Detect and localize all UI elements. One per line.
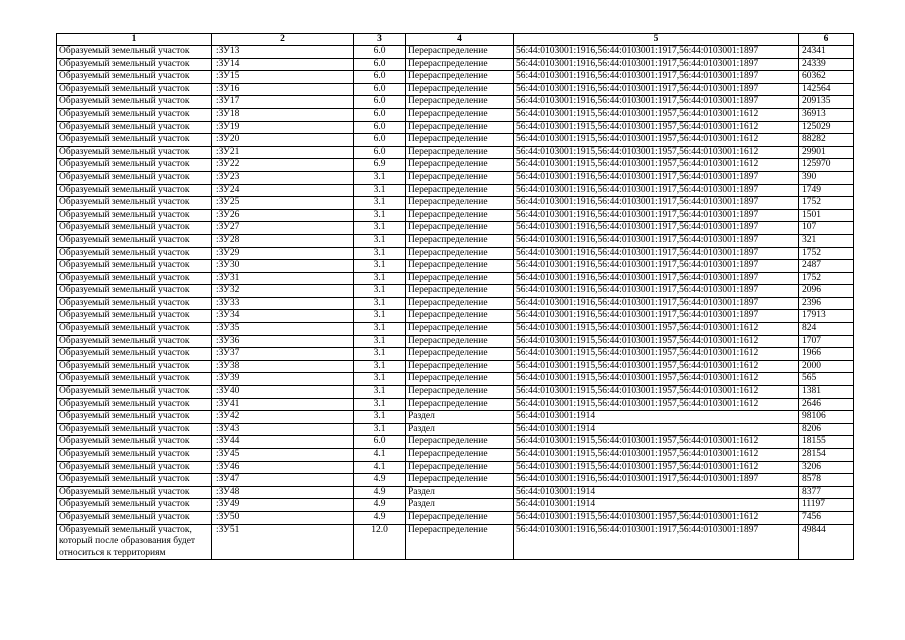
plot-type-cell: Образуемый земельный участок: [57, 58, 212, 71]
land-plots-table: [56, 33, 854, 560]
plot-designation-cell: :ЗУ32: [212, 285, 354, 298]
source-parcels-cell: 56:44:0103001:1915,56:44:0103001:1957,56:44:0103001:1612: [514, 436, 799, 449]
table-row: [57, 511, 854, 524]
zone-code-cell: 6.0: [354, 146, 406, 159]
formation-method-cell: Перераспределение: [406, 260, 514, 273]
source-parcels-cell: 56:44:0103001:1915,56:44:0103001:1957,56:44:0103001:1612: [514, 449, 799, 462]
plot-designation-cell: :ЗУ33: [212, 297, 354, 310]
source-parcels-cell: 56:44:0103001:1916,56:44:0103001:1917,56:44:0103001:1897: [514, 46, 799, 59]
source-parcels-cell: 56:44:0103001:1915,56:44:0103001:1957,56:44:0103001:1612: [514, 146, 799, 159]
formation-method-cell: Перераспределение: [406, 184, 514, 197]
area-cell: 49844: [799, 524, 854, 560]
area-cell: 28154: [799, 449, 854, 462]
table-row: [57, 323, 854, 336]
area-cell: 7456: [799, 511, 854, 524]
area-cell: 24339: [799, 58, 854, 71]
formation-method-cell: Перераспределение: [406, 83, 514, 96]
area-cell: 17913: [799, 310, 854, 323]
plot-type-cell: Образуемый земельный участок: [57, 335, 212, 348]
table-row: [57, 272, 854, 285]
table-body: [57, 46, 854, 560]
plot-designation-cell: :ЗУ15: [212, 71, 354, 84]
source-parcels-cell: 56:44:0103001:1916,56:44:0103001:1917,56:44:0103001:1897: [514, 474, 799, 487]
plot-designation-cell: :ЗУ17: [212, 96, 354, 109]
plot-designation-cell: :ЗУ31: [212, 272, 354, 285]
plot-designation-cell: :ЗУ44: [212, 436, 354, 449]
source-parcels-cell: 56:44:0103001:1915,56:44:0103001:1957,56:44:0103001:1612: [514, 511, 799, 524]
plot-type-cell: Образуемый земельный участок: [57, 449, 212, 462]
table-row: [57, 474, 854, 487]
plot-designation-cell: :ЗУ21: [212, 146, 354, 159]
formation-method-cell: Перераспределение: [406, 474, 514, 487]
source-parcels-cell: 56:44:0103001:1916,56:44:0103001:1917,56:44:0103001:1897: [514, 83, 799, 96]
area-cell: 1501: [799, 209, 854, 222]
formation-method-cell: Перераспределение: [406, 285, 514, 298]
zone-code-cell: 4.9: [354, 499, 406, 512]
area-cell: 565: [799, 373, 854, 386]
table-row: [57, 449, 854, 462]
zone-code-cell: 12.0: [354, 524, 406, 560]
table-row: [57, 297, 854, 310]
zone-code-cell: 4.9: [354, 486, 406, 499]
zone-code-cell: 3.1: [354, 411, 406, 424]
source-parcels-cell: 56:44:0103001:1916,56:44:0103001:1917,56:44:0103001:1897: [514, 272, 799, 285]
plot-type-cell: Образуемый земельный участок: [57, 209, 212, 222]
plot-type-cell: Образуемый земельный участок: [57, 71, 212, 84]
plot-type-cell: Образуемый земельный участок: [57, 285, 212, 298]
plot-designation-cell: :ЗУ34: [212, 310, 354, 323]
plot-designation-cell: :ЗУ23: [212, 171, 354, 184]
area-cell: 98106: [799, 411, 854, 424]
plot-type-cell: Образуемый земельный участок: [57, 297, 212, 310]
zone-code-cell: 3.1: [354, 323, 406, 336]
plot-type-cell: Образуемый земельный участок: [57, 272, 212, 285]
column-header: 4: [406, 34, 514, 46]
zone-code-cell: 3.1: [354, 247, 406, 260]
zone-code-cell: 4.1: [354, 449, 406, 462]
zone-code-cell: 3.1: [354, 285, 406, 298]
formation-method-cell: Перераспределение: [406, 121, 514, 134]
source-parcels-cell: 56:44:0103001:1915,56:44:0103001:1957,56:44:0103001:1612: [514, 335, 799, 348]
zone-code-cell: 6.0: [354, 96, 406, 109]
plot-designation-cell: :ЗУ40: [212, 386, 354, 399]
zone-code-cell: 6.0: [354, 58, 406, 71]
plot-designation-cell: :ЗУ30: [212, 260, 354, 273]
area-cell: 11197: [799, 499, 854, 512]
formation-method-cell: Перераспределение: [406, 234, 514, 247]
area-cell: 142564: [799, 83, 854, 96]
plot-type-cell: Образуемый земельный участок: [57, 108, 212, 121]
table-row: [57, 71, 854, 84]
table-row: [57, 423, 854, 436]
plot-designation-cell: :ЗУ48: [212, 486, 354, 499]
plot-designation-cell: :ЗУ37: [212, 348, 354, 361]
plot-designation-cell: :ЗУ25: [212, 197, 354, 210]
formation-method-cell: Перераспределение: [406, 511, 514, 524]
table-row: [57, 234, 854, 247]
column-header: 1: [57, 34, 212, 46]
formation-method-cell: Перераспределение: [406, 323, 514, 336]
area-cell: 2096: [799, 285, 854, 298]
area-cell: 2487: [799, 260, 854, 273]
source-parcels-cell: 56:44:0103001:1916,56:44:0103001:1917,56:44:0103001:1897: [514, 524, 799, 560]
table-row: [57, 461, 854, 474]
zone-code-cell: 3.1: [354, 184, 406, 197]
plot-designation-cell: :ЗУ20: [212, 134, 354, 147]
zone-code-cell: 3.1: [354, 209, 406, 222]
table-row: [57, 159, 854, 172]
formation-method-cell: Перераспределение: [406, 134, 514, 147]
table-row: [57, 83, 854, 96]
zone-code-cell: 4.9: [354, 511, 406, 524]
table-row: [57, 96, 854, 109]
formation-method-cell: Раздел: [406, 486, 514, 499]
zone-code-cell: 3.1: [354, 171, 406, 184]
zone-code-cell: 3.1: [354, 310, 406, 323]
table-row: [57, 134, 854, 147]
plot-type-cell: Образуемый земельный участок: [57, 411, 212, 424]
zone-code-cell: 3.1: [354, 222, 406, 235]
column-header: 5: [514, 34, 799, 46]
table-row: [57, 197, 854, 210]
source-parcels-cell: 56:44:0103001:1916,56:44:0103001:1917,56:44:0103001:1897: [514, 96, 799, 109]
plot-type-cell: Образуемый земельный участок: [57, 511, 212, 524]
formation-method-cell: Перераспределение: [406, 297, 514, 310]
table-row: [57, 121, 854, 134]
plot-designation-cell: :ЗУ29: [212, 247, 354, 260]
area-cell: 2646: [799, 398, 854, 411]
source-parcels-cell: 56:44:0103001:1915,56:44:0103001:1957,56:44:0103001:1612: [514, 373, 799, 386]
zone-code-cell: 3.1: [354, 272, 406, 285]
area-cell: 1707: [799, 335, 854, 348]
table-row: [57, 247, 854, 260]
zone-code-cell: 6.0: [354, 83, 406, 96]
plot-type-cell: Образуемый земельный участок: [57, 46, 212, 59]
source-parcels-cell: 56:44:0103001:1916,56:44:0103001:1917,56:44:0103001:1897: [514, 209, 799, 222]
plot-type-cell: Образуемый земельный участок: [57, 486, 212, 499]
plot-designation-cell: :ЗУ13: [212, 46, 354, 59]
source-parcels-cell: 56:44:0103001:1916,56:44:0103001:1917,56:44:0103001:1897: [514, 247, 799, 260]
plot-type-cell: Образуемый земельный участок: [57, 436, 212, 449]
source-parcels-cell: 56:44:0103001:1916,56:44:0103001:1917,56:44:0103001:1897: [514, 58, 799, 71]
column-header: 3: [354, 34, 406, 46]
plot-type-cell: Образуемый земельный участок, который после образования будет относиться к территориям: [57, 524, 212, 560]
area-cell: 1749: [799, 184, 854, 197]
table-row: [57, 398, 854, 411]
area-cell: 24341: [799, 46, 854, 59]
formation-method-cell: Раздел: [406, 423, 514, 436]
plot-type-cell: Образуемый земельный участок: [57, 360, 212, 373]
plot-designation-cell: :ЗУ19: [212, 121, 354, 134]
table-row: [57, 335, 854, 348]
plot-type-cell: Образуемый земельный участок: [57, 134, 212, 147]
zone-code-cell: 6.0: [354, 71, 406, 84]
plot-type-cell: Образуемый земельный участок: [57, 499, 212, 512]
table-row: [57, 436, 854, 449]
plot-type-cell: Образуемый земельный участок: [57, 171, 212, 184]
formation-method-cell: Перераспределение: [406, 71, 514, 84]
table-row: [57, 58, 854, 71]
source-parcels-cell: 56:44:0103001:1916,56:44:0103001:1917,56:44:0103001:1897: [514, 297, 799, 310]
plot-designation-cell: :ЗУ26: [212, 209, 354, 222]
source-parcels-cell: 56:44:0103001:1915,56:44:0103001:1957,56:44:0103001:1612: [514, 108, 799, 121]
plot-type-cell: Образуемый земельный участок: [57, 260, 212, 273]
source-parcels-cell: 56:44:0103001:1915,56:44:0103001:1957,56:44:0103001:1612: [514, 386, 799, 399]
source-parcels-cell: 56:44:0103001:1915,56:44:0103001:1957,56:44:0103001:1612: [514, 398, 799, 411]
source-parcels-cell: 56:44:0103001:1916,56:44:0103001:1917,56:44:0103001:1897: [514, 285, 799, 298]
table-row: [57, 184, 854, 197]
plot-designation-cell: :ЗУ43: [212, 423, 354, 436]
document-page: [56, 33, 854, 560]
zone-code-cell: 6.0: [354, 134, 406, 147]
plot-designation-cell: :ЗУ14: [212, 58, 354, 71]
source-parcels-cell: 56:44:0103001:1916,56:44:0103001:1917,56:44:0103001:1897: [514, 260, 799, 273]
area-cell: 2396: [799, 297, 854, 310]
zone-code-cell: 3.1: [354, 360, 406, 373]
plot-type-cell: Образуемый земельный участок: [57, 461, 212, 474]
formation-method-cell: Перераспределение: [406, 398, 514, 411]
area-cell: 321: [799, 234, 854, 247]
plot-designation-cell: :ЗУ18: [212, 108, 354, 121]
plot-type-cell: Образуемый земельный участок: [57, 83, 212, 96]
formation-method-cell: Перераспределение: [406, 386, 514, 399]
formation-method-cell: Перераспределение: [406, 272, 514, 285]
plot-type-cell: Образуемый земельный участок: [57, 159, 212, 172]
area-cell: 107: [799, 222, 854, 235]
plot-type-cell: Образуемый земельный участок: [57, 310, 212, 323]
formation-method-cell: Перераспределение: [406, 461, 514, 474]
table-row: [57, 348, 854, 361]
plot-designation-cell: :ЗУ27: [212, 222, 354, 235]
area-cell: 1381: [799, 386, 854, 399]
area-cell: 2000: [799, 360, 854, 373]
plot-type-cell: Образуемый земельный участок: [57, 121, 212, 134]
zone-code-cell: 3.1: [354, 260, 406, 273]
source-parcels-cell: 56:44:0103001:1916,56:44:0103001:1917,56:44:0103001:1897: [514, 222, 799, 235]
zone-code-cell: 6.0: [354, 436, 406, 449]
zone-code-cell: 3.1: [354, 423, 406, 436]
area-cell: 3206: [799, 461, 854, 474]
table-row: [57, 108, 854, 121]
table-row: [57, 260, 854, 273]
formation-method-cell: Перераспределение: [406, 524, 514, 560]
source-parcels-cell: 56:44:0103001:1915,56:44:0103001:1957,56:44:0103001:1612: [514, 159, 799, 172]
source-parcels-cell: 56:44:0103001:1916,56:44:0103001:1917,56:44:0103001:1897: [514, 184, 799, 197]
plot-designation-cell: :ЗУ41: [212, 398, 354, 411]
formation-method-cell: Перераспределение: [406, 436, 514, 449]
source-parcels-cell: 56:44:0103001:1915,56:44:0103001:1957,56:44:0103001:1612: [514, 134, 799, 147]
source-parcels-cell: 56:44:0103001:1916,56:44:0103001:1917,56:44:0103001:1897: [514, 234, 799, 247]
source-parcels-cell: 56:44:0103001:1914: [514, 411, 799, 424]
source-parcels-cell: 56:44:0103001:1914: [514, 486, 799, 499]
formation-method-cell: Перераспределение: [406, 247, 514, 260]
formation-method-cell: Перераспределение: [406, 360, 514, 373]
plot-type-cell: Образуемый земельный участок: [57, 96, 212, 109]
area-cell: 29901: [799, 146, 854, 159]
area-cell: 209135: [799, 96, 854, 109]
plot-designation-cell: :ЗУ39: [212, 373, 354, 386]
formation-method-cell: Раздел: [406, 411, 514, 424]
source-parcels-cell: 56:44:0103001:1916,56:44:0103001:1917,56:44:0103001:1897: [514, 71, 799, 84]
area-cell: 8377: [799, 486, 854, 499]
zone-code-cell: 3.1: [354, 197, 406, 210]
area-cell: 1752: [799, 197, 854, 210]
table-row: [57, 360, 854, 373]
plot-type-cell: Образуемый земельный участок: [57, 234, 212, 247]
formation-method-cell: Перераспределение: [406, 222, 514, 235]
table-row: [57, 222, 854, 235]
zone-code-cell: 4.9: [354, 474, 406, 487]
source-parcels-cell: 56:44:0103001:1914: [514, 423, 799, 436]
source-parcels-cell: 56:44:0103001:1915,56:44:0103001:1957,56:44:0103001:1612: [514, 348, 799, 361]
area-cell: 36913: [799, 108, 854, 121]
table-row: [57, 285, 854, 298]
table-row: [57, 46, 854, 59]
plot-designation-cell: :ЗУ36: [212, 335, 354, 348]
formation-method-cell: Перераспределение: [406, 197, 514, 210]
plot-type-cell: Образуемый земельный участок: [57, 386, 212, 399]
area-cell: 8578: [799, 474, 854, 487]
table-row: [57, 171, 854, 184]
plot-designation-cell: :ЗУ51: [212, 524, 354, 560]
formation-method-cell: Перераспределение: [406, 348, 514, 361]
zone-code-cell: 6.0: [354, 46, 406, 59]
zone-code-cell: 3.1: [354, 297, 406, 310]
formation-method-cell: Перераспределение: [406, 449, 514, 462]
formation-method-cell: Перераспределение: [406, 46, 514, 59]
table-row: [57, 411, 854, 424]
header-row: [57, 34, 854, 46]
plot-type-cell: Образуемый земельный участок: [57, 146, 212, 159]
area-cell: 1752: [799, 272, 854, 285]
formation-method-cell: Перераспределение: [406, 335, 514, 348]
zone-code-cell: 3.1: [354, 386, 406, 399]
plot-designation-cell: :ЗУ22: [212, 159, 354, 172]
plot-designation-cell: :ЗУ35: [212, 323, 354, 336]
formation-method-cell: Перераспределение: [406, 171, 514, 184]
plot-designation-cell: :ЗУ45: [212, 449, 354, 462]
formation-method-cell: Перераспределение: [406, 146, 514, 159]
area-cell: 1752: [799, 247, 854, 260]
source-parcels-cell: 56:44:0103001:1915,56:44:0103001:1957,56:44:0103001:1612: [514, 323, 799, 336]
zone-code-cell: 6.0: [354, 108, 406, 121]
plot-type-cell: Образуемый земельный участок: [57, 398, 212, 411]
plot-designation-cell: :ЗУ38: [212, 360, 354, 373]
zone-code-cell: 3.1: [354, 398, 406, 411]
formation-method-cell: Перераспределение: [406, 209, 514, 222]
zone-code-cell: 3.1: [354, 234, 406, 247]
area-cell: 18155: [799, 436, 854, 449]
area-cell: 390: [799, 171, 854, 184]
formation-method-cell: Перераспределение: [406, 373, 514, 386]
plot-type-cell: Образуемый земельный участок: [57, 247, 212, 260]
zone-code-cell: 6.0: [354, 121, 406, 134]
table-row: [57, 499, 854, 512]
plot-type-cell: Образуемый земельный участок: [57, 222, 212, 235]
plot-type-cell: Образуемый земельный участок: [57, 323, 212, 336]
plot-type-cell: Образуемый земельный участок: [57, 197, 212, 210]
plot-designation-cell: :ЗУ42: [212, 411, 354, 424]
plot-type-cell: Образуемый земельный участок: [57, 474, 212, 487]
plot-type-cell: Образуемый земельный участок: [57, 373, 212, 386]
plot-type-cell: Образуемый земельный участок: [57, 348, 212, 361]
column-header: 2: [212, 34, 354, 46]
formation-method-cell: Раздел: [406, 499, 514, 512]
area-cell: 125029: [799, 121, 854, 134]
plot-designation-cell: :ЗУ16: [212, 83, 354, 96]
source-parcels-cell: 56:44:0103001:1915,56:44:0103001:1957,56:44:0103001:1612: [514, 461, 799, 474]
table-row: [57, 310, 854, 323]
source-parcels-cell: 56:44:0103001:1915,56:44:0103001:1957,56:44:0103001:1612: [514, 360, 799, 373]
area-cell: 1966: [799, 348, 854, 361]
zone-code-cell: 3.1: [354, 373, 406, 386]
formation-method-cell: Перераспределение: [406, 58, 514, 71]
area-cell: 125970: [799, 159, 854, 172]
area-cell: 60362: [799, 71, 854, 84]
table-row: [57, 146, 854, 159]
source-parcels-cell: 56:44:0103001:1916,56:44:0103001:1917,56:44:0103001:1897: [514, 310, 799, 323]
zone-code-cell: 3.1: [354, 348, 406, 361]
plot-type-cell: Образуемый земельный участок: [57, 184, 212, 197]
area-cell: 88282: [799, 134, 854, 147]
zone-code-cell: 3.1: [354, 335, 406, 348]
plot-designation-cell: :ЗУ24: [212, 184, 354, 197]
plot-designation-cell: :ЗУ28: [212, 234, 354, 247]
plot-type-cell: Образуемый земельный участок: [57, 423, 212, 436]
source-parcels-cell: 56:44:0103001:1914: [514, 499, 799, 512]
zone-code-cell: 6.9: [354, 159, 406, 172]
formation-method-cell: Перераспределение: [406, 310, 514, 323]
source-parcels-cell: 56:44:0103001:1916,56:44:0103001:1917,56:44:0103001:1897: [514, 171, 799, 184]
table-row: [57, 486, 854, 499]
plot-designation-cell: :ЗУ50: [212, 511, 354, 524]
formation-method-cell: Перераспределение: [406, 108, 514, 121]
plot-designation-cell: :ЗУ47: [212, 474, 354, 487]
source-parcels-cell: 56:44:0103001:1915,56:44:0103001:1957,56:44:0103001:1612: [514, 121, 799, 134]
source-parcels-cell: 56:44:0103001:1916,56:44:0103001:1917,56:44:0103001:1897: [514, 197, 799, 210]
table-row: [57, 373, 854, 386]
table-row: [57, 209, 854, 222]
area-cell: 8206: [799, 423, 854, 436]
formation-method-cell: Перераспределение: [406, 96, 514, 109]
zone-code-cell: 4.1: [354, 461, 406, 474]
area-cell: 824: [799, 323, 854, 336]
table-row: [57, 524, 854, 560]
column-header: 6: [799, 34, 854, 46]
table-row: [57, 386, 854, 399]
plot-designation-cell: :ЗУ49: [212, 499, 354, 512]
formation-method-cell: Перераспределение: [406, 159, 514, 172]
plot-designation-cell: :ЗУ46: [212, 461, 354, 474]
